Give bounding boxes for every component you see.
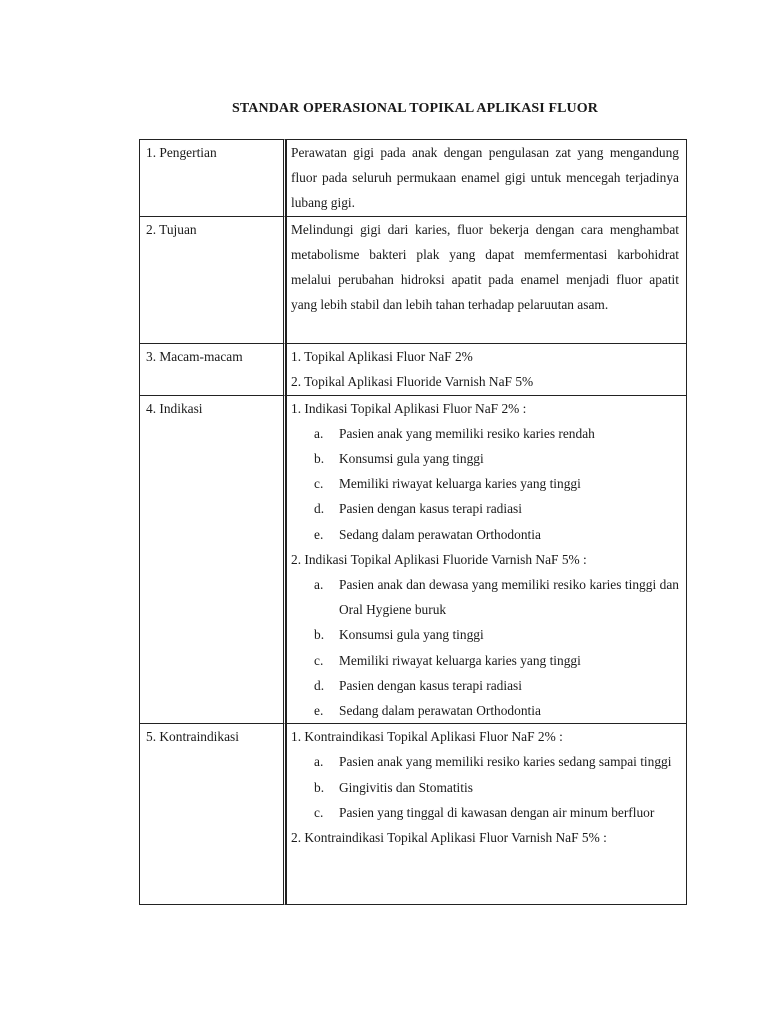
list-marker: a. bbox=[314, 754, 324, 770]
list-item bbox=[291, 749, 679, 774]
row-label: 3. Macam-macam bbox=[139, 343, 286, 395]
list-item bbox=[291, 698, 679, 723]
list-item-text: Konsumsi gula yang tinggi bbox=[339, 451, 484, 467]
list-item-text: Konsumsi gula yang tinggi bbox=[339, 627, 484, 643]
document-title: STANDAR OPERASIONAL TOPIKAL APLIKASI FLUOR bbox=[232, 101, 598, 116]
list-marker: a. bbox=[314, 425, 324, 441]
row-content bbox=[286, 395, 687, 724]
table-row bbox=[139, 723, 687, 905]
list-item-text: Pasien yang tinggal di kawasan dengan air minum berfluor bbox=[339, 804, 655, 820]
list-item bbox=[291, 522, 679, 547]
table-row bbox=[139, 216, 687, 343]
sub-list bbox=[291, 749, 679, 825]
list-item bbox=[291, 622, 679, 647]
list-item bbox=[291, 446, 679, 471]
list-marker: e. bbox=[314, 703, 324, 719]
list-item-text: Pasien anak yang memiliki resiko karies sedang sampai tinggi bbox=[339, 754, 672, 770]
row-label: 5. Kontraindikasi bbox=[139, 723, 286, 905]
row-content bbox=[286, 723, 687, 905]
table-row bbox=[139, 343, 687, 395]
list-item-text: Pasien anak yang memiliki resiko karies rendah bbox=[339, 425, 595, 441]
group-heading: 2. Kontraindikasi Topikal Aplikasi Fluor Varnish NaF 5% : bbox=[291, 830, 607, 846]
type-item: 2. Topikal Aplikasi Fluoride Varnish NaF 5% bbox=[291, 373, 534, 389]
row-label: 1. Pengertian bbox=[139, 139, 286, 216]
row-label: 4. Indikasi bbox=[139, 395, 286, 724]
list-item-text: Gingivitis dan Stomatitis bbox=[339, 779, 473, 795]
row-content bbox=[286, 343, 687, 395]
list-item bbox=[291, 572, 679, 622]
list-item bbox=[291, 673, 679, 698]
list-item-text: Pasien dengan kasus terapi radiasi bbox=[339, 677, 522, 693]
row-label: 2. Tujuan bbox=[139, 216, 286, 343]
table-row bbox=[139, 139, 687, 216]
sub-list bbox=[291, 572, 679, 723]
group-heading: 1. Indikasi Topikal Aplikasi Fluor NaF 2% : bbox=[291, 400, 527, 416]
type-item: 1. Topikal Aplikasi Fluor NaF 2% bbox=[291, 348, 473, 364]
list-item-text: Sedang dalam perawatan Orthodontia bbox=[339, 526, 541, 542]
row-content bbox=[286, 139, 687, 216]
list-item bbox=[291, 496, 679, 521]
sub-list bbox=[291, 421, 679, 547]
list-item-text: Sedang dalam perawatan Orthodontia bbox=[339, 703, 541, 719]
list-item bbox=[291, 775, 679, 800]
list-marker: b. bbox=[314, 451, 325, 467]
list-item-text: Pasien dengan kasus terapi radiasi bbox=[339, 501, 522, 517]
table-row bbox=[139, 395, 687, 724]
list-marker: e. bbox=[314, 526, 324, 542]
definition-text: Perawatan gigi pada anak dengan pengulasan zat yang mengandung fluor pada seluruh permukaan enamel gigi untuk mencegah terjadinya lubang gigi. bbox=[291, 145, 679, 211]
list-marker: c. bbox=[314, 804, 324, 820]
list-item-text: Memiliki riwayat keluarga karies yang tinggi bbox=[339, 652, 581, 668]
group-heading: 2. Indikasi Topikal Aplikasi Fluoride Varnish NaF 5% : bbox=[291, 551, 587, 567]
list-marker: d. bbox=[314, 677, 325, 693]
row-content bbox=[286, 216, 687, 343]
list-marker: a. bbox=[314, 577, 324, 593]
list-item bbox=[291, 648, 679, 673]
list-marker: b. bbox=[314, 779, 325, 795]
list-marker: c. bbox=[314, 476, 324, 492]
list-item bbox=[291, 471, 679, 496]
list-marker: b. bbox=[314, 627, 325, 643]
list-item-text: Pasien anak dan dewasa yang memiliki resiko karies tinggi dan Oral Hygiene buruk bbox=[339, 577, 679, 618]
list-item bbox=[291, 421, 679, 446]
list-marker: d. bbox=[314, 501, 325, 517]
list-item bbox=[291, 800, 679, 825]
list-item-text: Memiliki riwayat keluarga karies yang tinggi bbox=[339, 476, 581, 492]
purpose-text: Melindungi gigi dari karies, fluor bekerja dengan cara menghambat metabolisme bakteri plak yang dapat memfermentasi karbohidrat melalui perubahan hidroksi apatit pada enamel menjadi fluor apatit yang lebih stabil dan lebih tahan terhadap pelaruutan asam. bbox=[291, 221, 679, 313]
list-marker: c. bbox=[314, 652, 324, 668]
sop-table bbox=[139, 139, 687, 905]
group-heading: 1. Kontraindikasi Topikal Aplikasi Fluor NaF 2% : bbox=[291, 729, 563, 745]
